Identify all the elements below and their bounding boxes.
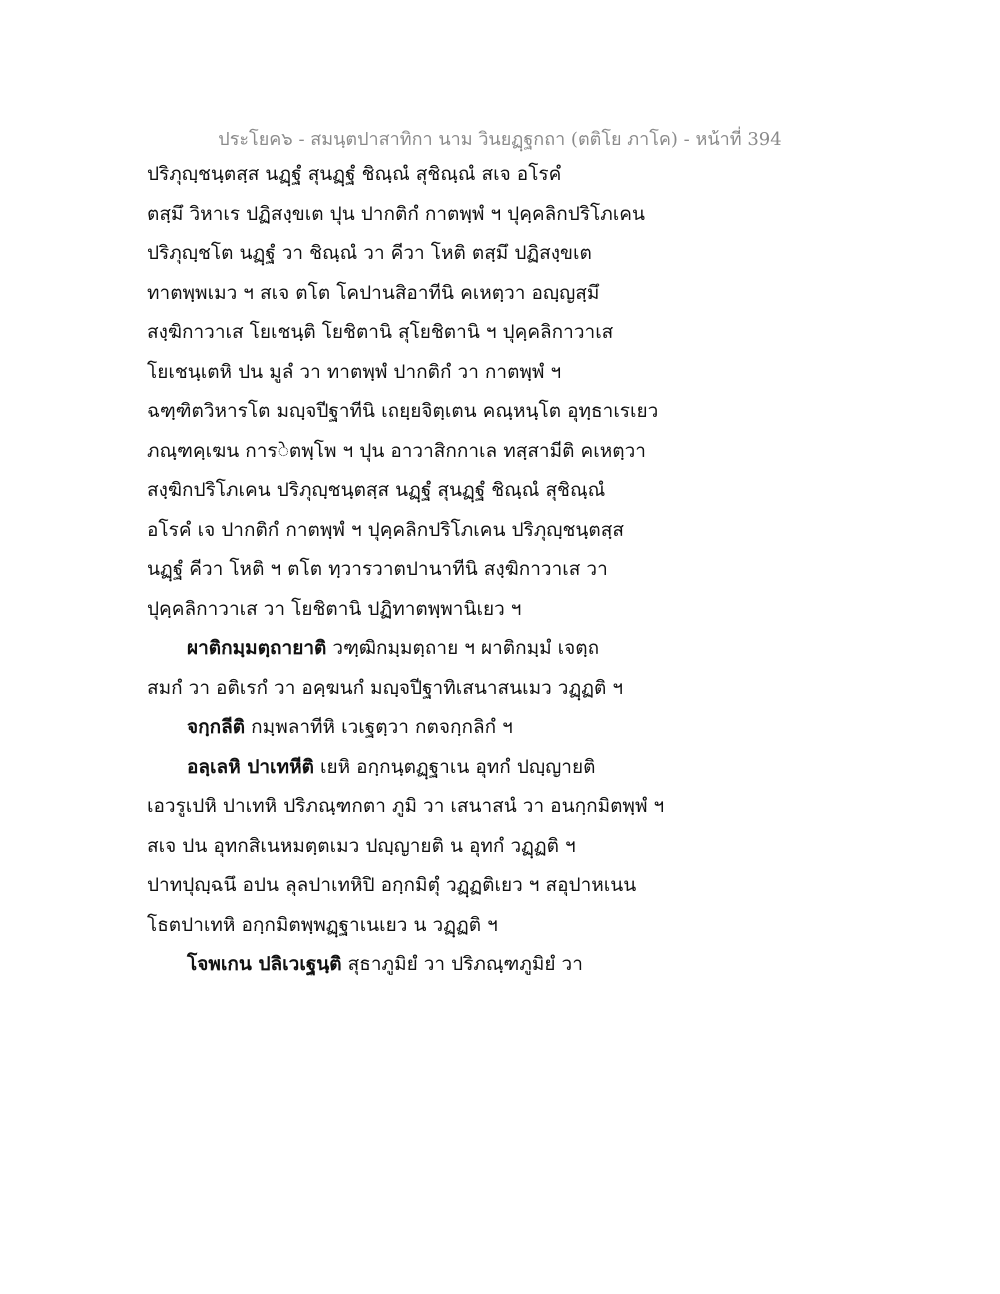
text-line-with-term — [147, 945, 707, 985]
text-line: โธตปาเทหิ อกฺกมิตพฺพฏฺฐาเนเยว น วฏฺฏติ ฯ — [147, 913, 498, 936]
body-text — [147, 155, 707, 985]
term-explanation: กมฺพลาทีหิ เวเฐตฺวา กตจกฺกลิกํ ฯ — [245, 716, 513, 738]
text-line-with-term — [147, 629, 707, 669]
text-line: สงฺฆิกาวาเส โยเชนฺติ โยชิตานิ สุโยชิตานิ ฯ ปุคฺคลิกาวาเส — [147, 321, 614, 343]
text-line-with-term — [147, 708, 707, 748]
text-line: ตสฺมึ วิหาเร ปฏิสงฺขเต ปุน ปากติกํ กาตพฺพํ ฯ ปุคฺคลิกปริโภเคน — [147, 202, 645, 225]
text-line: สเจ ปน อุทกสิเนหมตฺตเมว ปญฺญายติ น อุทกํ วฏฺฏติ ฯ — [147, 834, 576, 857]
text-line: ภณฺฑคฺเฆน การेตพฺโพ ฯ ปุน อาวาสิกกาเล ทสฺสามีติ คเหตฺวา — [147, 439, 646, 462]
text-line: นฏฺฐํ คีวา โหติ ฯ ตโต ทฺวารวาตปานาทีนิ สงฺฆิกาวาเส วา — [147, 558, 608, 580]
text-line: ทาตพฺพเมว ฯ สเจ ตโต โคปานสิอาทีนิ คเหตฺวา อญฺญสฺมึ — [147, 281, 600, 304]
defined-term: ผาติกมฺมตฺถายาติ — [187, 637, 327, 659]
text-line: ฉฑฺฑิตวิหารโต มญฺจปีฐาทีนิ เถยฺยจิตฺเตน คณฺหนฺโต อุทฺธาเรเยว — [147, 400, 659, 422]
text-line: โยเชนฺเตหิ ปน มูลํ วา ทาตพฺพํ ปากติกํ วา กาตพฺพํ ฯ — [147, 360, 562, 383]
defined-term: จกฺกลีติ — [187, 716, 246, 738]
page-header: ประโยค๖ - สมนฺตปาสาทิกา นาม วินยฏฺฐกถา (ตติโย ภาโค) - หน้าที่ 394 — [218, 129, 782, 150]
text-line: ปริภุญฺชโต นฏฺฐํ วา ชิณฺณํ วา คีวา โหติ ตสฺมึ ปฏิสงฺขเต — [147, 242, 592, 264]
text-line: สมกํ วา อติเรกํ วา อคฺฆนกํ มญฺจปีฐาทิเสนาสนเมว วฏฺฏติ ฯ — [147, 676, 624, 699]
text-line: ปริภุญฺชนฺตสฺส นฏฺฐํ สุนฏฺฐํ ชิณฺณํ สุชิณฺณํ สเจ อโรคํ — [147, 163, 562, 185]
defined-term: โจพเกน ปลิเวเฐนฺติ — [187, 953, 342, 975]
text-line-with-term — [147, 748, 707, 788]
defined-term: อลฺเลหิ ปาเทหีติ — [187, 755, 314, 778]
text-line: เอวรูเปหิ ปาเทหิ ปริภณฺฑกตา ภูมิ วา เสนาสนํ วา อนกฺกมิตพฺพํ ฯ — [147, 795, 665, 817]
term-explanation: เยหิ อกฺกนฺตฏฺฐาเน อุทกํ ปญฺญายติ — [313, 755, 596, 778]
term-explanation: สุธาภูมิยํ วา ปริภณฺฑภูมิยํ วา — [341, 953, 583, 975]
text-line: ปาทปุญฺฉนึ อปน ลุลปาเทหิปิ อกฺกมิตุํ วฏฺฏติเยว ฯ สอุปาหเนน — [147, 874, 637, 896]
text-line: สงฺฆิกปริโภเคน ปริภุญฺชนฺตสฺส นฏฺฐํ สุนฏฺฐํ ชิณฺณํ สุชิณฺณํ — [147, 479, 606, 501]
term-explanation: วฑฺฒิกมฺมตฺถาย ฯ ผาติกมฺมํ เจตฺถ — [326, 637, 600, 659]
text-line: ปุคฺคลิกาวาเส วา โยชิตานิ ปฏิทาตพฺพานิเยว ฯ — [147, 597, 522, 620]
text-line: อโรคํ เจ ปากติกํ กาตพฺพํ ฯ ปุคฺคลิกปริโภเคน ปริภุญฺชนฺตสฺส — [147, 518, 624, 541]
